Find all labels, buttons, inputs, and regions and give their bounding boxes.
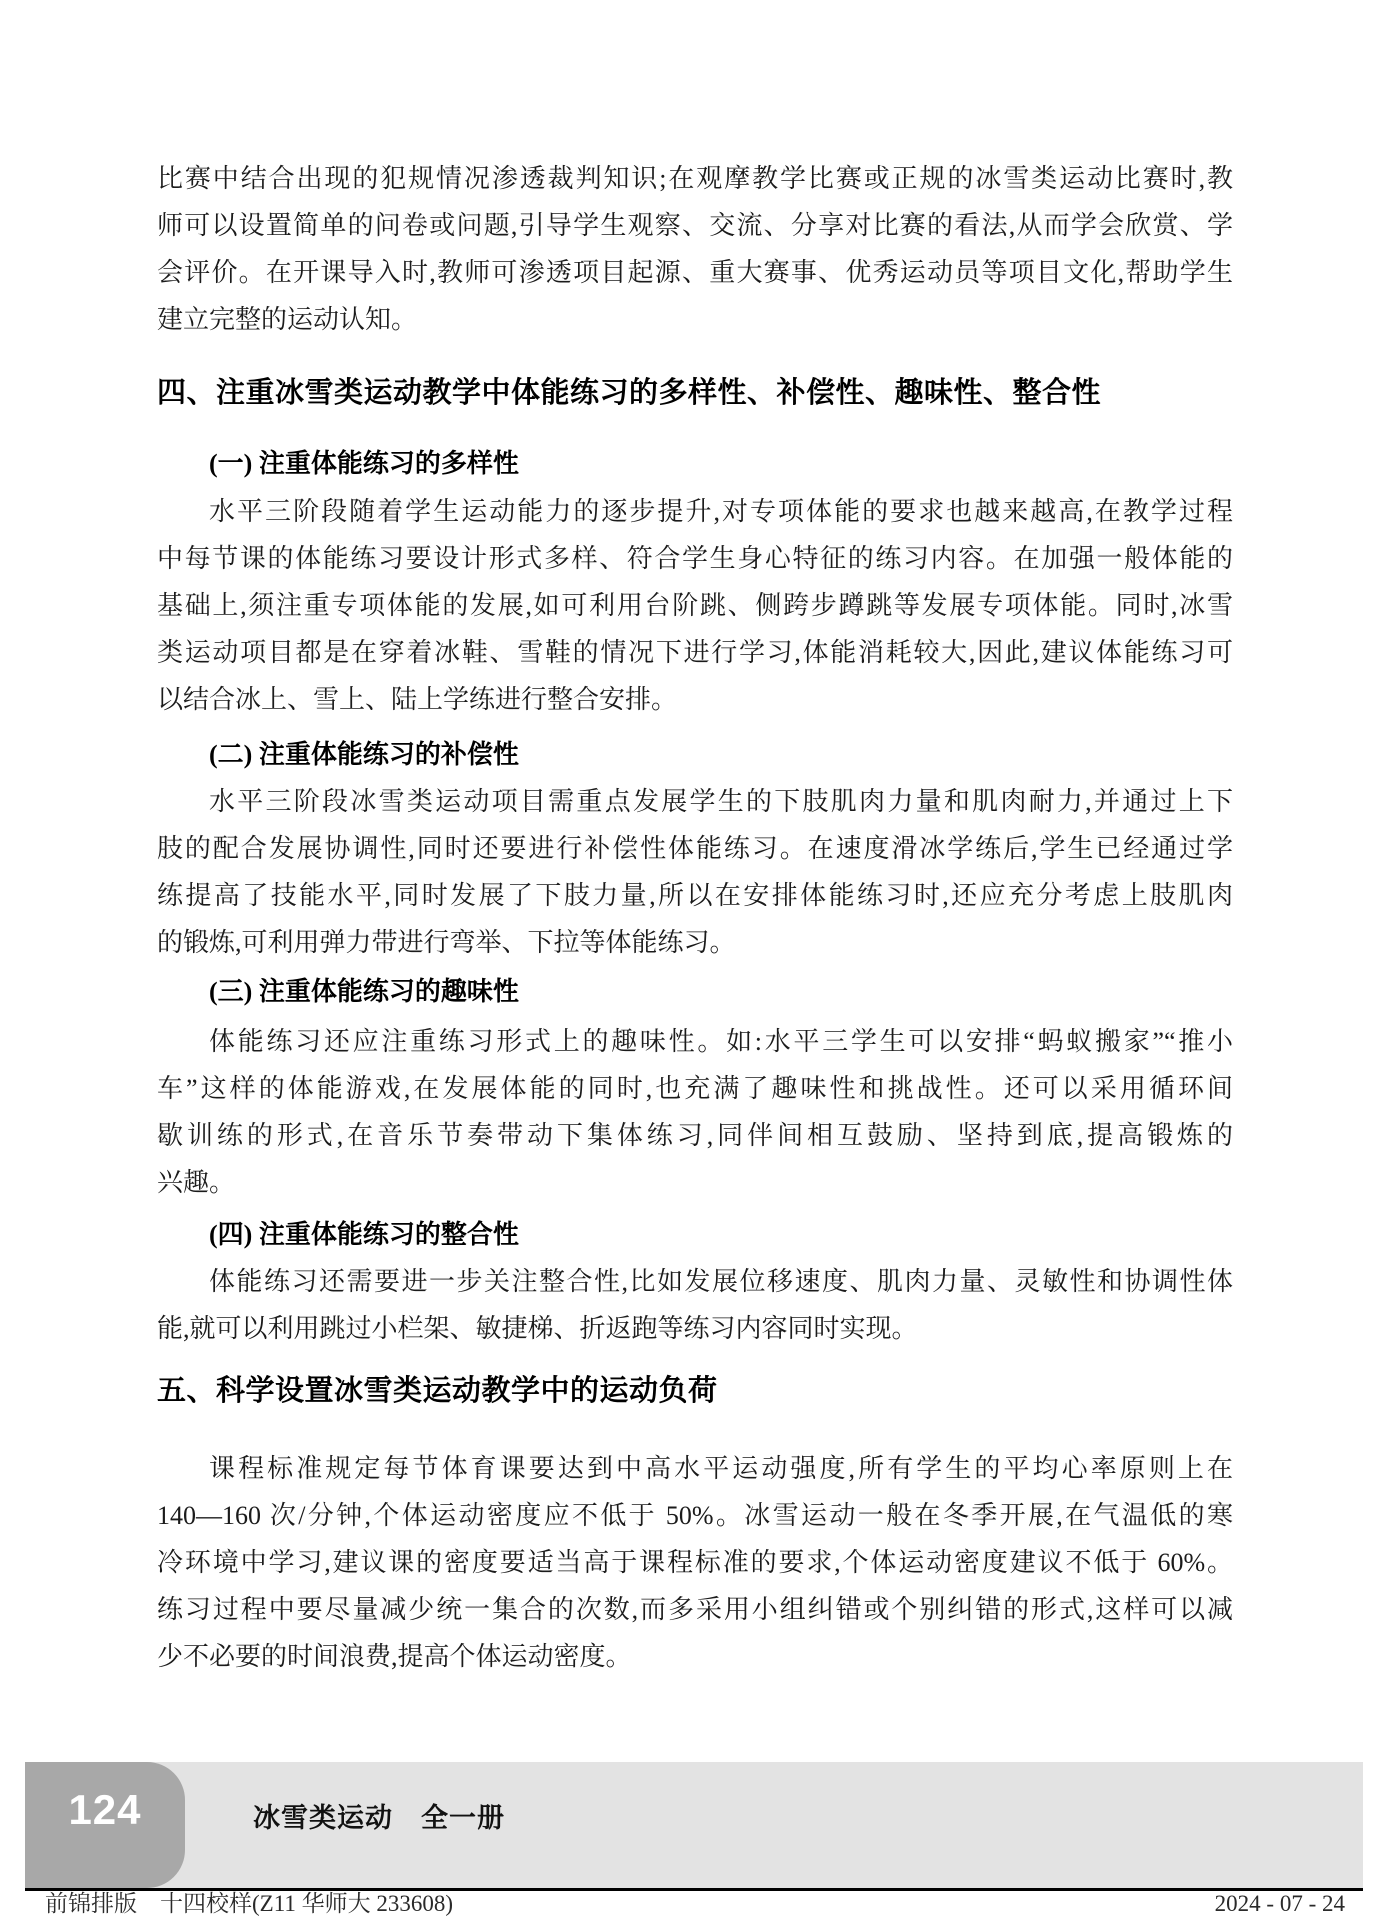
text-line: 歇训练的形式,在音乐节奏带动下集体练习,同伴间相互鼓励、坚持到底,提高锻炼的 — [157, 1121, 1233, 1150]
page-number: 124 — [68, 1786, 142, 1833]
proof-date: 2024 - 07 - 24 — [1214, 1891, 1345, 1916]
text-line: 能,就可以利用跳过小栏架、敏捷梯、折返跑等练习内容同时实现。 — [157, 1314, 918, 1343]
section-4-heading: 四、注重冰雪类运动教学中体能练习的多样性、补偿性、趣味性、整合性 — [157, 377, 1102, 409]
text-line: 中每节课的体能练习要设计形式多样、符合学生身心特征的练习内容。在加强一般体能的 — [157, 544, 1233, 573]
section-5-heading: 五、科学设置冰雪类运动教学中的运动负荷 — [157, 1375, 718, 1407]
subsection-2-paragraph — [157, 778, 1233, 966]
text-line: 冷环境中学习,建议课的密度要适当高于课程标准的要求,个体运动密度建议不低于 60%。 — [157, 1548, 1233, 1577]
text-line: 基础上,须注重专项体能的发展,如可利用台阶跳、侧跨步蹲跳等发展专项体能。同时,冰雪 — [157, 591, 1233, 620]
section-5-paragraph — [157, 1445, 1233, 1680]
subsection-2-heading: (二) 注重体能练习的补偿性 — [209, 740, 519, 769]
footer-bar — [25, 1762, 1363, 1888]
text-line: 比赛中结合出现的犯规情况渗透裁判知识;在观摩教学比赛或正规的冰雪类运动比赛时,教 — [157, 164, 1233, 193]
subsection-4-paragraph — [157, 1258, 1233, 1352]
book-title: 冰雪类运动 全一册 — [253, 1803, 505, 1833]
intro-paragraph — [157, 155, 1233, 343]
subsection-1-paragraph — [157, 488, 1233, 723]
text-line: 体能练习还应注重练习形式上的趣味性。如:水平三学生可以安排“蚂蚁搬家”“推小 — [209, 1027, 1233, 1056]
subsection-3-heading: (三) 注重体能练习的趣味性 — [209, 977, 519, 1006]
text-line: 会评价。在开课导入时,教师可渗透项目起源、重大赛事、优秀运动员等项目文化,帮助学生 — [157, 258, 1233, 287]
text-line: 的锻炼,可利用弹力带进行弯举、下拉等体能练习。 — [157, 928, 736, 957]
text-line: 肢的配合发展协调性,同时还要进行补偿性体能练习。在速度滑冰学练后,学生已经通过学 — [157, 834, 1233, 863]
text-line: 140—160 次/分钟,个体运动密度应不低于 50%。冰雪运动一般在冬季开展,在气温低的寒 — [157, 1501, 1233, 1530]
text-line: 练习过程中要尽量减少统一集合的次数,而多采用小组纠错或个别纠错的形式,这样可以减 — [157, 1595, 1233, 1624]
text-line: 车”这样的体能游戏,在发展体能的同时,也充满了趣味性和挑战性。还可以采用循环间 — [157, 1074, 1233, 1103]
page-number-tab — [25, 1762, 185, 1888]
text-line: 体能练习还需要进一步关注整合性,比如发展位移速度、肌肉力量、灵敏性和协调性体 — [209, 1267, 1233, 1296]
text-line: 水平三阶段随着学生运动能力的逐步提升,对专项体能的要求也越来越高,在教学过程 — [209, 497, 1233, 526]
subsection-1-heading: (一) 注重体能练习的多样性 — [209, 449, 519, 478]
text-line: 少不必要的时间浪费,提高个体运动密度。 — [157, 1642, 632, 1671]
text-line: 水平三阶段冰雪类运动项目需重点发展学生的下肢肌肉力量和肌肉耐力,并通过上下 — [209, 787, 1233, 816]
text-line: 类运动项目都是在穿着冰鞋、雪鞋的情况下进行学习,体能消耗较大,因此,建议体能练习可 — [157, 638, 1233, 667]
text-line: 课程标准规定每节体育课要达到中高水平运动强度,所有学生的平均心率原则上在 — [209, 1454, 1233, 1483]
proof-info: 前锦排版 十四校样(Z11 华师大 233608) — [45, 1891, 454, 1916]
text-line: 师可以设置简单的问卷或问题,引导学生观察、交流、分享对比赛的看法,从而学会欣赏、学 — [157, 211, 1233, 240]
subsection-4-heading: (四) 注重体能练习的整合性 — [209, 1220, 519, 1249]
text-line: 练提高了技能水平,同时发展了下肢力量,所以在安排体能练习时,还应充分考虑上肢肌肉 — [157, 881, 1233, 910]
text-line: 以结合冰上、雪上、陆上学练进行整合安排。 — [157, 685, 678, 714]
text-line: 建立完整的运动认知。 — [157, 305, 418, 334]
subsection-3-paragraph — [157, 1018, 1233, 1206]
text-line: 兴趣。 — [157, 1168, 236, 1197]
proof-info-row — [45, 1891, 1345, 1917]
